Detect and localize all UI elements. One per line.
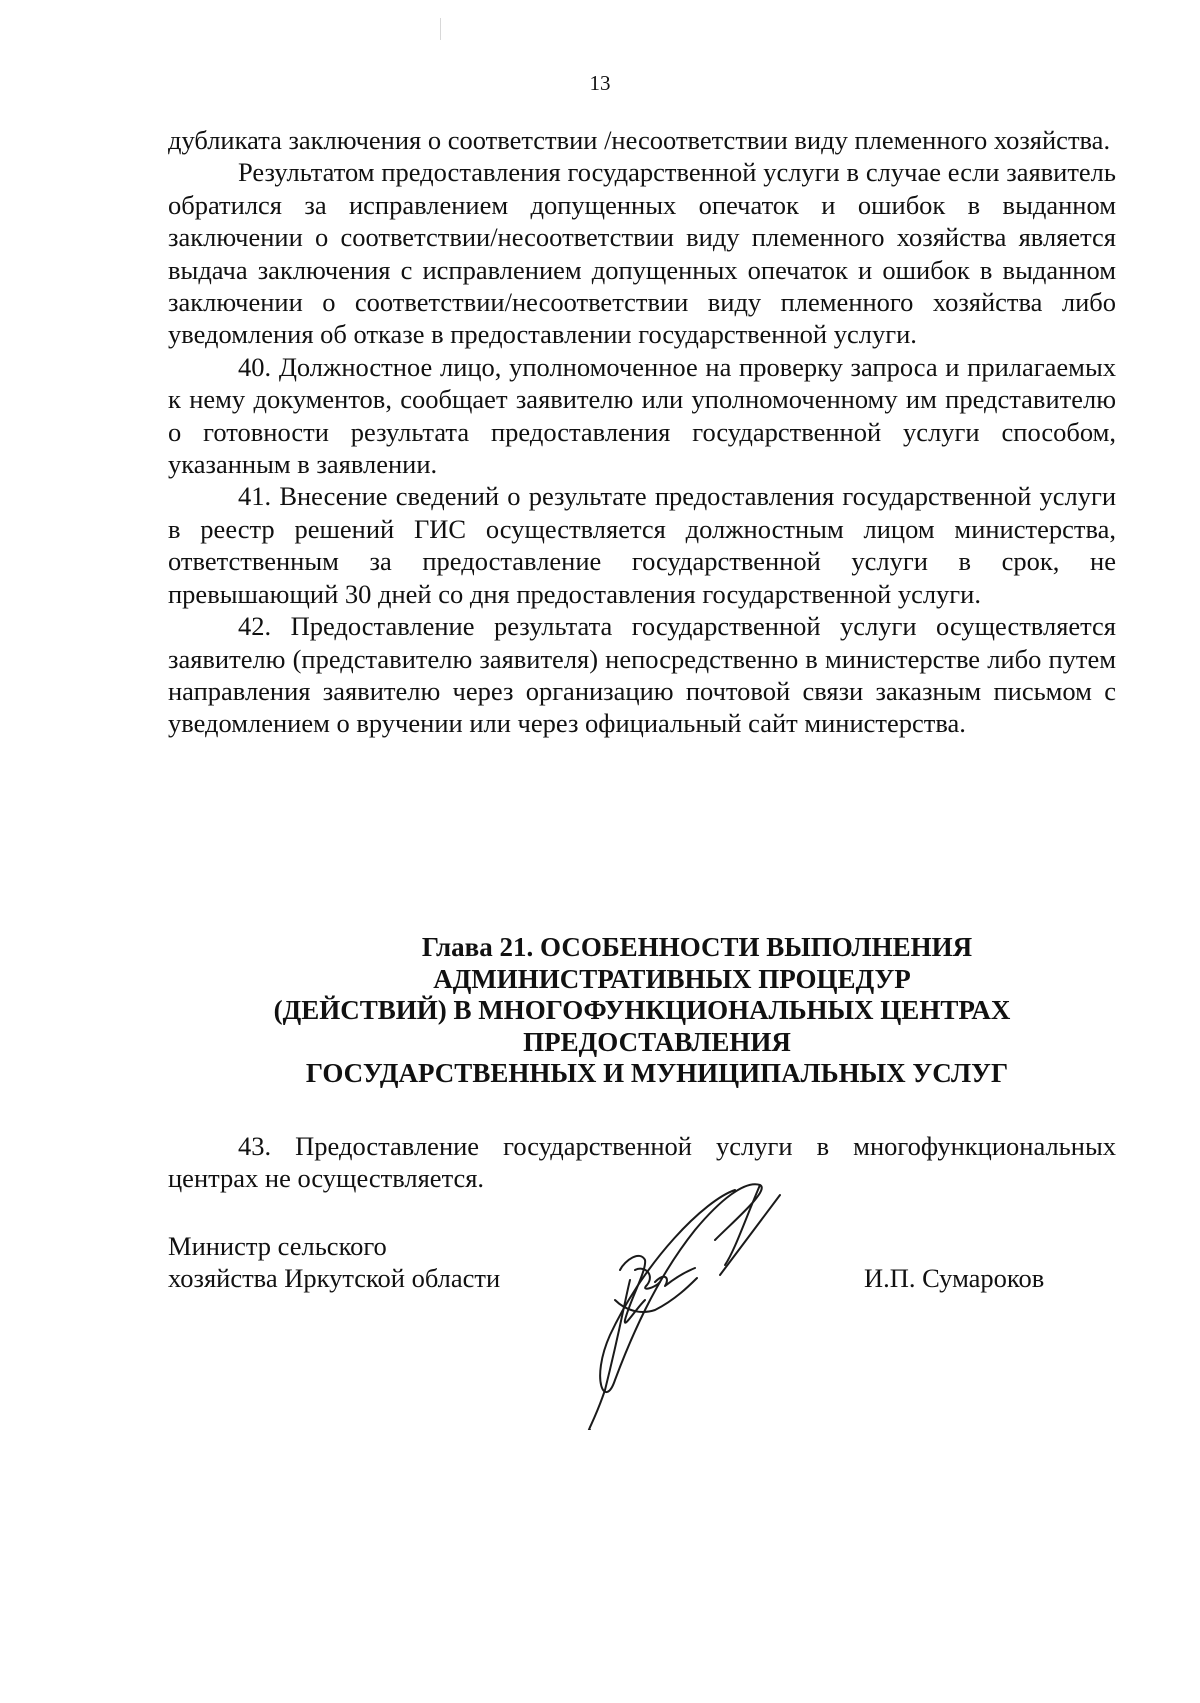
scan-artifact (440, 18, 441, 40)
paragraph-42: 42. Предоставление результата государственной услуги осуществляется заявителю (представителю заявителя) непосредственно в министерстве либо путем направления заявителю через организацию почтовой связи заказным письмом с уведомлением о вручении или через официальный сайт министерства. (168, 611, 1116, 739)
paragraph-result: Результатом предоставления государственной услуги в случае если заявитель обратился за исправлением допущенных опечаток и ошибок в выданном заключении о соответствии/несоответствии виду племенного хозяйства является выдача заключения с исправлением допущенных опечаток и ошибок в выданном заключении о соответствии/несоответствии виду племенного хозяйства либо уведомления об отказе в предоставлении государственной услуги. (168, 157, 1116, 350)
chapter-title-line-1: Глава 21. ОСОБЕННОСТИ ВЫПОЛНЕНИЯ (421, 932, 973, 962)
chapter-title-line-4: ПРЕДОСТАВЛЕНИЯ (523, 1026, 791, 1057)
signatory-name: И.П. Сумароков (864, 1263, 1045, 1293)
paragraph-continuation: дубликата заключения о соответствии /несоответствии виду племенного хозяйства. (168, 125, 1111, 155)
chapter-title-line-5: ГОСУДАРСТВЕННЫХ И МУНИЦИПАЛЬНЫХ УСЛУГ (305, 1058, 1009, 1088)
chapter-title-line-2: АДМИНИСТРАТИВНЫХ ПРОЦЕДУР (433, 963, 911, 994)
paragraph-41: 41. Внесение сведений о результате предоставления государственной услуги в реестр решений ГИС осуществляется должностным лицом министерства, ответственным за предоставление государственной услуги в срок, не превышающий 30 дней со дня предоставления государственной услуги. (168, 481, 1116, 609)
paragraph-40: 40. Должностное лицо, уполномоченное на проверку запроса и прилагаемых к нему документов, сообщает заявителю или уполномоченному им представителю о готовности результата предоставления государственной услуги способом, указанным в заявлении. (168, 351, 1116, 480)
chapter-title (168, 932, 1116, 1090)
chapter-title-line-3: (ДЕЙСТВИЙ) В МНОГОФУНКЦИОНАЛЬНЫХ ЦЕНТРАХ (273, 995, 1011, 1025)
page-number: 13 (589, 71, 611, 95)
paragraph-43: 43. Предоставление государственной услуги в многофункциональных центрах не осуществляется. (168, 1131, 1116, 1194)
signatory-position-line-1: Министр сельского (168, 1231, 387, 1261)
signatory-position (168, 1230, 500, 1295)
body-text (168, 124, 1116, 740)
signatory-position-line-2: хозяйства Иркутской области (168, 1263, 501, 1294)
handwritten-signature (585, 1160, 825, 1430)
